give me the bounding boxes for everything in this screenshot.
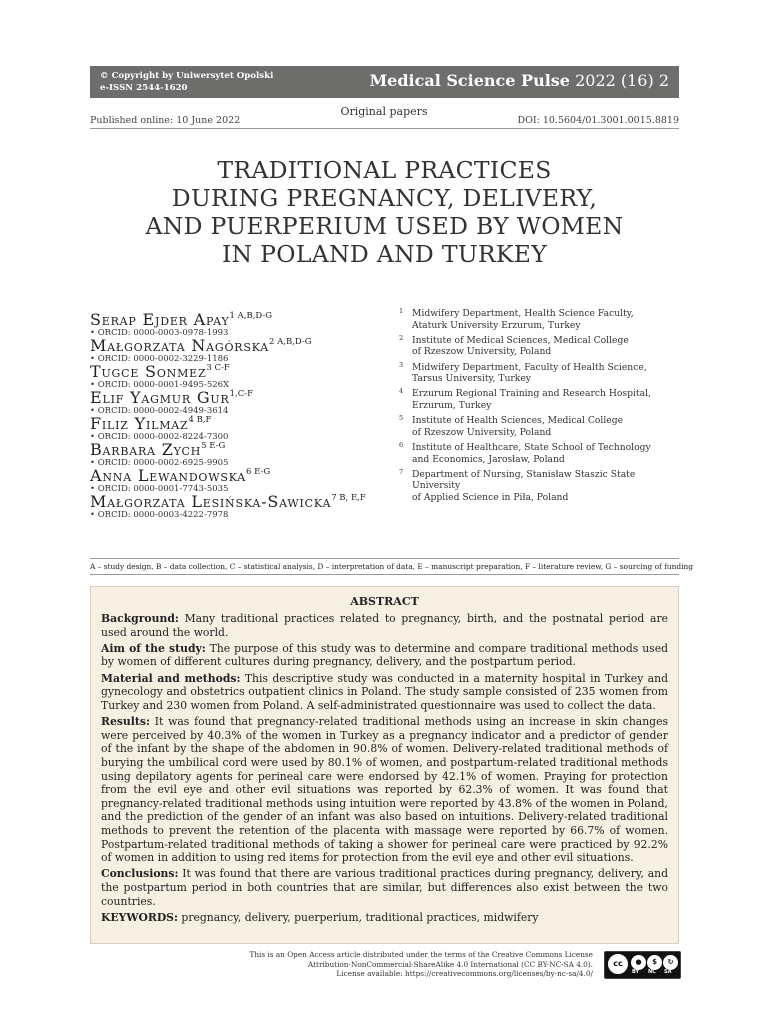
author-affiliation-sup: 5 E-G — [201, 441, 226, 451]
author-entry — [90, 386, 390, 416]
abstract-conclusions: Conclusions: It was found that there are various traditional practices during pregnancy, delivery, and the postpartum period in both countries that are similar, but differences also exist between the two countries. — [101, 867, 668, 908]
author-name: Barbara Zych$^{5 E-G}$ — [90, 440, 226, 459]
affiliation-item: 2 Institute of Medical Sciences, Medical College of Rzeszow University, Poland — [399, 333, 629, 358]
author-entry — [90, 334, 390, 364]
sharealike-icon: ↻ — [663, 955, 678, 970]
author-name: Anna Lewandowska$^{6 E-G}$ — [90, 466, 271, 485]
author-name: Serap Ejder Apay$^{1 A,B,D-G}$ — [90, 310, 273, 329]
abstract-keywords: KEYWORDS: pregnancy, delivery, puerperium, traditional practices, midwifery — [101, 910, 539, 924]
abstract-methods: Material and methods: This descriptive study was conducted in a maternity hospital in Turkey and gynecology and obstetrics outpatient clinics in Poland. The study sample consisted of 235 women from Turkey and 230 women from Poland. A self-administrated questionnaire was used to collect the data. — [101, 671, 668, 712]
journal-title-block — [369, 71, 669, 91]
abstract-aim: Aim of the study: The purpose of this study was to determine and compare traditional methods used by women of different cultures during pregnancy, delivery, and the postpartum period. — [101, 641, 668, 669]
attribution-person-icon: ● — [631, 955, 646, 970]
author-list — [90, 308, 390, 520]
copyright-text: © Copyright by Uniwersytet Opolski — [100, 71, 274, 81]
orcid-link[interactable]: • ORCID: 0000-0001-9495-526X — [90, 380, 230, 390]
affiliation-item: 7 Department of Nursing, Stanisław Staszic State University of Applied Science in Piła, Poland — [399, 467, 636, 503]
author-affiliation-sup: 7 B, E,F — [331, 493, 366, 503]
author-name: Małgorzata Lesińska-Sawicka$^{7 B, E,F}$ — [90, 492, 366, 511]
title-line: DURING PREGNANCY, DELIVERY, — [171, 184, 598, 212]
nc-label: NC — [648, 969, 656, 975]
author-affiliation-sup: 4 B,F — [188, 415, 212, 425]
author-affiliation-sup: 1 A,B,D-G — [229, 311, 273, 321]
author-entry — [90, 412, 390, 442]
journal-volume: 2022 (16) 2 — [575, 71, 669, 90]
doi-link[interactable]: DOI: 10.5604/01.3001.0015.8819 — [517, 115, 679, 126]
author-affiliation-sup: 6 E-G — [246, 467, 271, 477]
eissn-text: e-ISSN 2544-1620 — [100, 83, 188, 93]
abstract-results: Results: It was found that pregnancy-related traditional methods using an increase in skin changes were perceived by 40.3% of the women in Turkey as a pregnancy indicator and a predictor of gender of the infant by the shape of the abdomen in 90.8% of women. Delivery-related traditional methods of burying the umbilical cord were used by 80.1% of women, and postpartum-related traditional methods using depilatory agents for perineal care were endorsed by 42.1% of women. Praying for protection from the evil eye and other evil situations was reported by 62.3% of women. It was found that pregnancy-related traditional methods using intuition were reported by 43.8% of the women in Poland, and the prediction of the gender of an infant was also based on intuitions. Delivery-related traditional methods to prevent the retention of the placenta with massage were reported by 66.7% of women. Postpartum-related traditional methods of taking a shower for perineal care were practiced by 92.2% of women in addition to using red items for protection from the evil eye and other evil situations. — [101, 715, 669, 865]
affiliation-item: 3 Midwifery Department, Faculty of Health Science, Tarsus University, Turkey — [399, 360, 647, 385]
abstract-background: Background: Many traditional practices related to pregnancy, birth, and the postnatal period are used around the world. — [101, 612, 668, 639]
orcid-link[interactable]: • ORCID: 0000-0002-3229-1186 — [90, 354, 229, 364]
title-line: IN POLAND AND TURKEY — [221, 240, 548, 268]
affiliation-number: 7 — [399, 467, 404, 476]
abstract-heading: ABSTRACT — [350, 595, 419, 608]
cc-logo-icon: cc — [608, 954, 628, 974]
affiliation-number: 5 — [399, 414, 404, 423]
contribution-key: A – study design, B – data collection, C – statistical analysis, D – interpretation of data, E – manuscript preparation, F – literature review, G – sourcing of funding — [90, 562, 693, 571]
affiliation-number: 1 — [399, 307, 404, 315]
affiliation-number: 3 — [399, 360, 404, 369]
affiliation-item: 1 Midwifery Department, Health Science Faculty, Ataturk University Erzurum, Turkey — [399, 307, 634, 331]
orcid-link[interactable]: • ORCID: 0000-0002-4949-3614 — [90, 406, 229, 416]
cc-license-badge[interactable] — [604, 951, 681, 979]
author-entry — [90, 490, 390, 520]
author-entry — [90, 438, 390, 468]
by-label: BY — [632, 969, 640, 975]
license-notice: This is an Open Access article distributed under the terms of the Creative Commons License Attribution-NonCommercial-ShareAlike 4.0 International (CC BY-NC-SA 4.0). License available: https://creativecommons.org/licenses/by-nc-sa/4.0/ — [233, 950, 593, 979]
article-title — [90, 156, 679, 268]
affiliation-number: 6 — [399, 440, 404, 449]
noncommercial-icon: $ — [647, 955, 662, 970]
orcid-link[interactable]: • ORCID: 0000-0003-4222-7978 — [90, 510, 229, 520]
affiliation-number: 4 — [399, 387, 404, 396]
author-name: Tugce Sonmez$^{3 C-F}$ — [90, 362, 230, 381]
copyright-block — [100, 70, 273, 94]
contribution-divider-top — [90, 558, 679, 559]
affiliation-list — [399, 308, 679, 507]
license-link[interactable]: License available: https://creativecommons.org/licenses/by-nc-sa/4.0/ — [336, 969, 593, 978]
affiliation-item: 6 Institute of Healthcare, State School of Technology and Economics, Jarosław, Poland — [399, 440, 651, 465]
section-label: Original papers — [340, 105, 428, 118]
orcid-link[interactable]: • ORCID: 0000-0002-8224-7300 — [90, 432, 229, 442]
author-name: Małgorzata Nagórska$^{2 A,B,D-G}$ — [90, 336, 312, 355]
orcid-link[interactable]: • ORCID: 0000-0001-7743-5035 — [90, 484, 229, 494]
author-affiliation-sup: 1,C-F — [229, 389, 253, 399]
author-affiliation-sup: 2 A,B,D-G — [269, 337, 312, 347]
orcid-link[interactable]: • ORCID: 0000-0003-0978-1993 — [90, 328, 229, 338]
affiliation-item: 5 Institute of Health Sciences, Medical College of Rzeszow University, Poland — [399, 414, 624, 438]
affiliation-item: 4 Erzurum Regional Training and Research Hospital, Erzurum, Turkey — [399, 387, 651, 411]
journal-header-bar — [90, 66, 679, 98]
title-line: AND PUERPERIUM USED BY WOMEN — [145, 212, 624, 240]
author-entry — [90, 308, 390, 338]
author-entry — [90, 360, 390, 390]
orcid-link[interactable]: • ORCID: 0000-0002-6925-9905 — [90, 458, 229, 468]
author-affiliation-sup: 3 C-F — [206, 363, 230, 373]
author-entry — [90, 464, 390, 494]
title-line: TRADITIONAL PRACTICES — [217, 156, 552, 184]
contribution-divider-bottom — [90, 574, 679, 575]
affiliation-number: 2 — [399, 333, 404, 342]
published-date: Published online: 10 June 2022 — [90, 115, 241, 126]
author-name: Filiz Yilmaz$^{4 B,F}$ — [90, 414, 212, 433]
abstract-box — [90, 586, 679, 944]
author-name: Elif Yagmur Gur$^{1,C-F}$ — [90, 388, 253, 407]
sa-label: SA — [664, 969, 672, 975]
header-divider — [90, 128, 679, 129]
journal-name: Medical Science Pulse — [369, 71, 570, 90]
